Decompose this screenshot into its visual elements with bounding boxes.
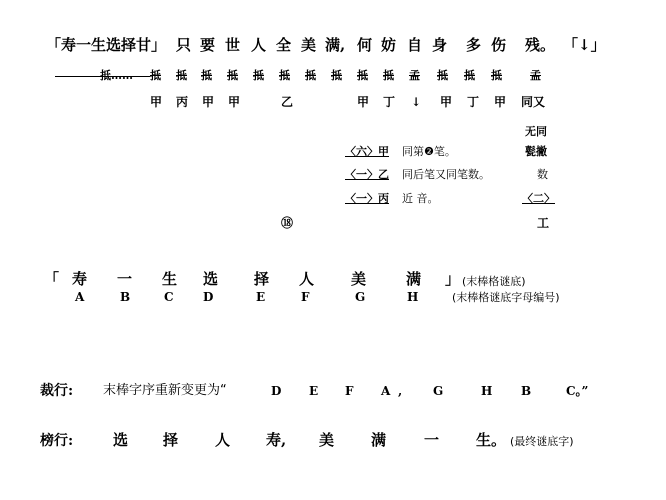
- riddle-word: 只: [176, 36, 192, 54]
- stem-char: 甲: [440, 95, 453, 109]
- cai-seq-item: A: [381, 384, 391, 398]
- bang-char: 生。: [476, 431, 507, 449]
- cai-seq-item: F: [345, 384, 354, 398]
- bang-char: 满: [371, 431, 387, 449]
- riddle-word: 人: [251, 36, 267, 54]
- answer-letter: G: [355, 290, 366, 304]
- note-right-bottom-char: 工: [537, 216, 550, 230]
- note-label: 〈一〉乙: [345, 168, 389, 181]
- riddle-word: 多: [466, 36, 482, 54]
- bang-char: 人: [215, 431, 231, 449]
- riddle-word: 世: [225, 36, 241, 54]
- cai-seq-item: H: [481, 384, 493, 398]
- stem-arrow: ↓: [411, 95, 422, 109]
- cai-seq-item: C。”: [566, 384, 589, 398]
- strike-char: 抵: [464, 69, 475, 82]
- answer-letter: B: [120, 290, 131, 304]
- answer-letter: H: [407, 290, 419, 304]
- answer-char: 寿: [72, 270, 88, 288]
- stem-char: 同又: [521, 95, 546, 109]
- answer-char: 一: [117, 270, 133, 288]
- circle-number: ⑱: [281, 216, 294, 230]
- stem-char: 甲: [228, 95, 241, 109]
- strike-char: 抵: [227, 69, 238, 82]
- answer-char: 人: [299, 270, 315, 288]
- note-text: 同后笔又同笔数。: [402, 168, 490, 181]
- answer-char: 选: [203, 270, 219, 288]
- riddle-word: 全: [276, 36, 292, 54]
- strike-lead: 抵……: [100, 69, 133, 82]
- riddle-word: 妨: [381, 36, 397, 54]
- strike-char: 抵: [176, 69, 187, 82]
- strike-char: 抵: [383, 69, 394, 82]
- note-right-count: 数: [537, 168, 548, 181]
- answer-letter: D: [203, 290, 214, 304]
- answer-letter: C: [164, 290, 174, 304]
- bang-label: 榜行:: [40, 433, 74, 449]
- cai-label: 裁行:: [40, 383, 74, 399]
- bang-char: 择: [163, 431, 179, 449]
- riddle-word: 满,: [325, 36, 346, 54]
- riddle-word: 要: [200, 36, 216, 54]
- answer-char: 生: [162, 270, 178, 288]
- stem-char: 甲: [150, 95, 163, 109]
- cai-seq-item: G: [433, 384, 444, 398]
- riddle-word: 伤: [491, 36, 507, 54]
- note-right-top: 无同: [525, 125, 547, 138]
- answer-close-bracket: 」: [445, 270, 461, 288]
- strike-char: 抵: [253, 69, 264, 82]
- strike-char: 抵: [357, 69, 368, 82]
- riddle-word: 身: [432, 36, 448, 54]
- stem-char: 丁: [383, 95, 396, 109]
- strike-char: 抵: [305, 69, 316, 82]
- answer-char: 择: [254, 270, 270, 288]
- riddle-word: 何: [357, 36, 373, 54]
- answer-open-bracket: 「: [44, 270, 60, 288]
- stem-char: 丁: [467, 95, 480, 109]
- answer-letter: A: [75, 290, 85, 304]
- stem-char: 甲: [202, 95, 215, 109]
- strike-char: 抵: [437, 69, 448, 82]
- strike-char: 抵: [279, 69, 290, 82]
- strike-char: 抵: [331, 69, 342, 82]
- cai-seq-item: D: [271, 384, 282, 398]
- cai-text: 末棒字序重新变更为“: [103, 383, 227, 398]
- arrow-box: 「↓」: [563, 36, 606, 54]
- stem-char: 甲: [357, 95, 370, 109]
- note-label: 〈六〉甲: [345, 145, 389, 158]
- answer-letters-note: (末棒格谜底字母编号): [452, 291, 560, 304]
- answer-letter: F: [301, 290, 310, 304]
- stem-char: 丙: [176, 95, 189, 109]
- bang-note: (最终谜底字): [510, 435, 574, 448]
- cai-seq-item: ,: [398, 384, 403, 398]
- note-text: 近 音。: [402, 192, 439, 205]
- riddle-bracket: 「寿一生选择甘」: [46, 36, 167, 54]
- riddle-word: 美: [301, 36, 317, 54]
- bang-char: 寿,: [266, 431, 287, 449]
- stem-char: 乙: [281, 95, 294, 109]
- cai-seq-item: B: [521, 384, 532, 398]
- strike-char: 抵: [150, 69, 161, 82]
- strike-char: 孟: [409, 69, 420, 82]
- strike-char: 抵: [491, 69, 502, 82]
- answer-letter: E: [256, 290, 266, 304]
- note-right-mid: 甏撇: [525, 145, 547, 158]
- bang-char: 一: [424, 431, 440, 449]
- note-text: 同第❷笔。: [402, 145, 456, 158]
- riddle-word: 残。: [525, 36, 556, 54]
- riddle-word: 自: [407, 36, 423, 54]
- stem-char: 甲: [494, 95, 507, 109]
- strike-char: 抵: [201, 69, 212, 82]
- answer-char: 美: [351, 270, 367, 288]
- bang-char: 美: [319, 431, 335, 449]
- answer-char: 满: [406, 270, 422, 288]
- strike-char: 孟: [530, 69, 541, 82]
- bang-char: 选: [113, 431, 129, 449]
- answer-note: (末棒格谜底): [462, 275, 526, 288]
- note-right-bottom-label: 〈二〉: [522, 192, 555, 205]
- note-label: 〈一〉丙: [345, 192, 389, 205]
- cai-seq-item: E: [309, 384, 319, 398]
